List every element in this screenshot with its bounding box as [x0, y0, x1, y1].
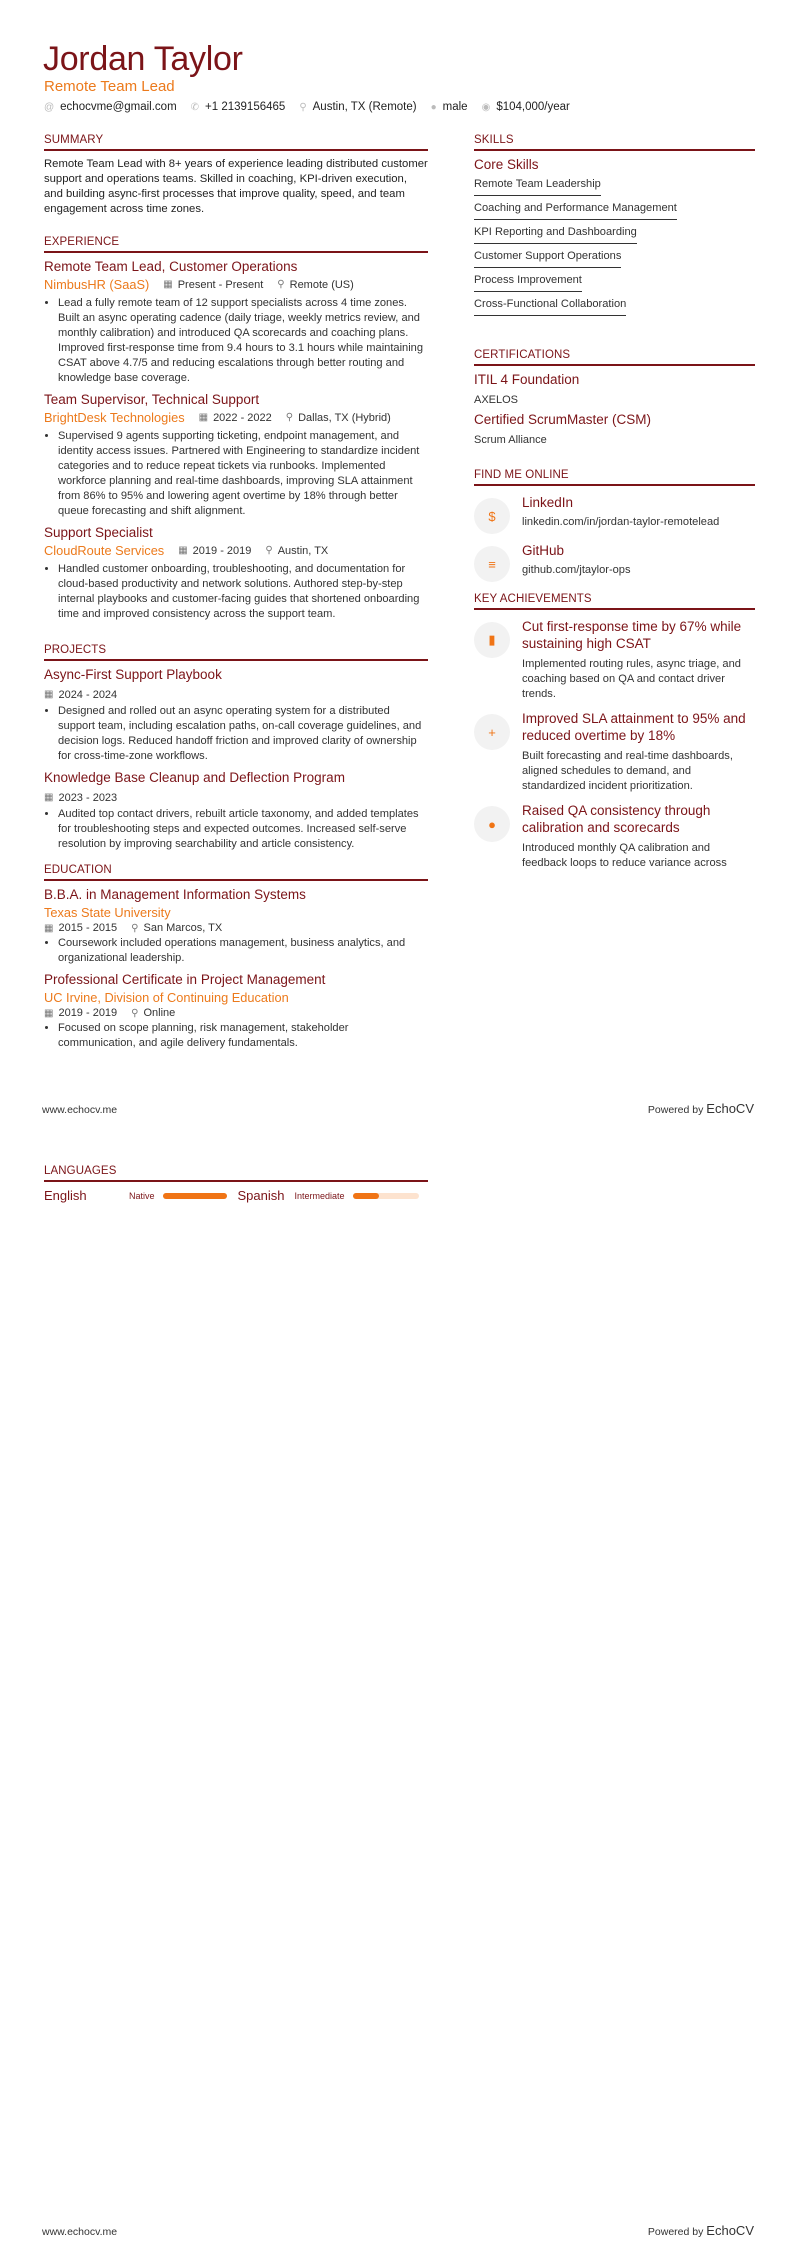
- profile-name: LinkedIn: [522, 495, 574, 510]
- calendar-icon: ▦: [163, 279, 173, 290]
- certification-name: ITIL 4 Foundation: [474, 372, 580, 387]
- achievement-desc: Built forecasting and real-time dashboards, aligned schedules to demand, and standardized incident prioritization.: [522, 750, 733, 792]
- meta-item: [178, 542, 251, 560]
- skill-group-title: Core Skills: [474, 157, 539, 172]
- language-name: English: [44, 1188, 87, 1203]
- education-meta: [44, 922, 428, 934]
- online-profile[interactable]: [474, 494, 755, 534]
- calendar-icon: ▦: [44, 689, 54, 700]
- bullet-item: • Designed and rolled out an async operating system for a distributed support team, including escalation paths, on-call coverage guidelines, and decision logs. Reduced handoff friction and improved clarity of ownership for cross-time-zone workflows.: [58, 704, 428, 764]
- certification-name: Certified ScrumMaster (CSM): [474, 412, 652, 427]
- file-plus-icon: +: [474, 714, 510, 750]
- online-text: [522, 542, 631, 582]
- meta-item: [277, 276, 354, 294]
- achievement-item: [474, 710, 755, 794]
- footer-brand: EchoCV: [706, 1101, 754, 1116]
- project-title: Knowledge Base Cleanup and Deflection Program: [44, 770, 345, 785]
- bullet-list: [44, 429, 428, 519]
- money-icon: ◉: [481, 101, 491, 113]
- meta-text: Austin, TX: [277, 545, 329, 557]
- candidate-title: Remote Team Lead: [44, 78, 175, 95]
- certification-issuer: AXELOS: [474, 394, 519, 406]
- calendar-icon: ▦: [44, 1007, 54, 1019]
- meta-text: 2022 - 2022: [213, 412, 272, 424]
- language-proficiency-fill: [353, 1193, 379, 1199]
- at-icon: @: [44, 101, 55, 113]
- achievement-item: [474, 618, 755, 702]
- skill-item: Cross-Functional Collaboration: [474, 292, 626, 316]
- online-profile[interactable]: [474, 542, 755, 582]
- bullet-item: • Handled customer onboarding, troubleshooting, and documentation for cloud-based productivity and network solutions. Authored step-by-step internal playbooks and customer-facing guides that shortened onboarding time and improved consistency across the support team.: [58, 562, 428, 622]
- meta-item: [163, 276, 263, 294]
- online-section: [474, 469, 755, 582]
- location-icon: ⚲: [131, 1007, 139, 1019]
- profile-url[interactable]: linkedin.com/in/jordan-taylor-remotelead: [522, 516, 720, 528]
- language-proficiency-bar: [353, 1193, 419, 1199]
- location-icon: ⚲: [265, 545, 273, 556]
- calendar-icon: ▦: [178, 545, 188, 556]
- section-heading: LANGUAGES: [44, 1165, 428, 1182]
- meta-text: Present - Present: [177, 279, 264, 291]
- project-title: Async-First Support Playbook: [44, 667, 222, 682]
- bullet-list: [44, 704, 428, 764]
- calendar-icon: ▦: [198, 412, 209, 423]
- achievements-section: [474, 593, 755, 869]
- achievement-title: Raised QA consistency through calibration and scorecards: [522, 803, 711, 835]
- language-level: Native: [129, 1190, 155, 1201]
- location-icon: ⚲: [285, 412, 294, 423]
- meta-item: [131, 922, 222, 934]
- meta-text: 2019 - 2019: [192, 545, 252, 557]
- meta-item: [44, 922, 117, 934]
- skill-item: Coaching and Performance Management: [474, 196, 677, 220]
- meta-item: [131, 1007, 175, 1019]
- meta-text: Dallas, TX (Hybrid): [298, 412, 391, 424]
- project-item: [44, 769, 428, 852]
- calendar-icon: ▦: [44, 922, 54, 934]
- bullet-list: [44, 562, 428, 622]
- footer-powered: Powered by EchoCV: [647, 1101, 754, 1116]
- language-level: Intermediate: [294, 1190, 345, 1201]
- section-heading: EXPERIENCE: [44, 236, 428, 253]
- section-heading: FIND ME ONLINE: [474, 469, 755, 486]
- company-name: NimbusHR (SaaS): [44, 277, 150, 292]
- job-title: Support Specialist: [44, 525, 153, 540]
- job-title: Remote Team Lead, Customer Operations: [44, 259, 298, 274]
- experience-item: [44, 258, 428, 386]
- certifications-section: [474, 349, 755, 446]
- project-meta: [44, 787, 428, 805]
- chat-icon: ●: [474, 806, 510, 842]
- phone-icon: ✆: [190, 101, 200, 113]
- section-heading: SKILLS: [474, 134, 755, 151]
- bullet-item: • Focused on scope planning, risk management, stakeholder communication, and agile delivery fundamentals.: [58, 1021, 428, 1051]
- section-heading: KEY ACHIEVEMENTS: [474, 593, 755, 610]
- bullet-item: • Supervised 9 agents supporting ticketing, endpoint management, and identity access issues. Partnered with Engineering to standardize incident categories and to reduce repeat tickets via runbooks. Implemented workforce planning and real-time dashboards, improving SLA attainment from 86% to 95% and lowering agent overtime by 18% through better queue forecasting and shift alignment.: [58, 429, 428, 519]
- job-subline: [44, 276, 428, 294]
- certification-issuer: Scrum Alliance: [474, 434, 547, 446]
- skill-item: KPI Reporting and Dashboarding: [474, 220, 637, 244]
- language-proficiency-bar: [163, 1193, 227, 1199]
- job-subline: [44, 542, 428, 560]
- meta-text: Online: [143, 1007, 176, 1019]
- experience-section: [44, 236, 428, 622]
- education-section: [44, 864, 428, 1051]
- meta-text: 2023 - 2023: [58, 791, 118, 804]
- skill-item: Process Improvement: [474, 268, 582, 292]
- degree: Professional Certificate in Project Management: [44, 972, 326, 987]
- footer-site-link[interactable]: www.echocv.me: [42, 1104, 118, 1116]
- degree: B.B.A. in Management Information Systems: [44, 887, 306, 902]
- achievement-text: [522, 710, 755, 794]
- achievement-text: [522, 618, 755, 702]
- meta-item: [286, 409, 391, 427]
- contact-salary: ◉ $104,000/year: [481, 101, 570, 113]
- education-item: [44, 971, 428, 1051]
- contact-phone[interactable]: ✆ +1 2139156465: [190, 101, 286, 113]
- achievement-title: Improved SLA attainment to 95% and reduced overtime by 18%: [522, 711, 746, 743]
- achievement-desc: Implemented routing rules, async triage, and coaching based on QA and contact driver trends.: [522, 658, 741, 700]
- skill-item: Customer Support Operations: [474, 244, 621, 268]
- bullet-item: • Lead a fully remote team of 12 support specialists across 4 time zones. Built an async operating cadence (daily triage, weekly metrics review, and monthly calibration) and introduced QA scorecards and coaching plans. Improved first-response time from 9.4 hours to 3.1 hours while maintaining CSAT above 4.7/5 and reducing escalations through better routing and knowledge base coverage.: [58, 296, 428, 386]
- meta-text: Remote (US): [289, 279, 354, 291]
- education-item: [44, 886, 428, 966]
- section-heading: PROJECTS: [44, 644, 428, 661]
- location-icon: ⚲: [299, 101, 307, 113]
- projects-section: [44, 644, 428, 852]
- achievement-desc: Introduced monthly QA calibration and feedback loops to reduce variance across: [522, 842, 727, 869]
- skills-section: [474, 134, 755, 316]
- language-name: Spanish: [237, 1188, 285, 1203]
- summary-section: [44, 134, 428, 217]
- online-text: [522, 494, 719, 534]
- footer-powered: Powered by EchoCV: [647, 2223, 754, 2238]
- meta-text: 2015 - 2015: [58, 922, 118, 934]
- contact-email[interactable]: @ echocvme@gmail.com: [44, 101, 177, 113]
- experience-item: [44, 391, 428, 519]
- company-name: BrightDesk Technologies: [44, 410, 185, 425]
- cake-icon: ≡: [474, 546, 510, 582]
- footer-brand: EchoCV: [706, 2223, 754, 2238]
- person-icon: ●: [430, 101, 437, 113]
- languages-section: [44, 1165, 428, 1203]
- summary-text: Remote Team Lead with 8+ years of experience leading distributed customer support and operations teams. Skilled in coaching, KPI-driven execution, and building async-first processes that improve quality, speed, and team engagement across time zones.: [44, 158, 428, 215]
- meta-item: [44, 1007, 117, 1019]
- location-icon: ⚲: [131, 922, 139, 934]
- meta-text: 2024 - 2024: [58, 688, 118, 701]
- company-name: CloudRoute Services: [44, 543, 165, 558]
- file-dollar-icon: $: [474, 498, 510, 534]
- job-subline: [44, 409, 428, 427]
- bullet-list: [44, 807, 428, 852]
- candidate-name: Jordan Taylor: [43, 40, 243, 78]
- section-heading: EDUCATION: [44, 864, 428, 881]
- section-heading: CERTIFICATIONS: [474, 349, 755, 366]
- school-name: Texas State University: [44, 905, 171, 920]
- achievement-item: [474, 802, 755, 871]
- meta-text: 2019 - 2019: [58, 1007, 118, 1019]
- school-name: UC Irvine, Division of Continuing Education: [44, 990, 289, 1005]
- meta-item: [199, 409, 272, 427]
- location-icon: ⚲: [277, 279, 285, 290]
- meta-item: [265, 542, 328, 560]
- bullet-list: [44, 296, 428, 386]
- education-meta: [44, 1007, 428, 1019]
- meta-item: [44, 792, 117, 804]
- bullet-item: • Audited top contact drivers, rebuilt article taxonomy, and added templates for troubleshooting steps and expected outcomes. Increased self-serve resolution by improving searchability and article consistency.: [58, 807, 428, 852]
- project-item: [44, 666, 428, 764]
- meta-item: [44, 689, 117, 701]
- contact-gender: ● male: [430, 101, 468, 113]
- meta-text: San Marcos, TX: [143, 922, 223, 934]
- bullet-list: [44, 936, 428, 966]
- contact-bar: [44, 101, 570, 113]
- calendar-icon: ▦: [44, 792, 54, 803]
- bullet-list: [44, 1021, 428, 1051]
- profile-name: GitHub: [522, 543, 565, 558]
- bullet-item: • Coursework included operations management, business analytics, and organizational leadership.: [58, 936, 428, 966]
- language-proficiency-fill: [163, 1193, 227, 1199]
- achievement-title: Cut first-response time by 67% while sustaining high CSAT: [522, 619, 742, 651]
- section-heading: SUMMARY: [44, 134, 428, 151]
- achievement-text: [522, 802, 755, 871]
- job-title: Team Supervisor, Technical Support: [44, 392, 260, 407]
- experience-item: [44, 524, 428, 622]
- contact-location: ⚲ Austin, TX (Remote): [299, 101, 417, 113]
- skill-item: Remote Team Leadership: [474, 172, 601, 196]
- project-meta: [44, 684, 428, 702]
- profile-url[interactable]: github.com/jtaylor-ops: [522, 564, 631, 576]
- footer-site-link[interactable]: www.echocv.me: [42, 2226, 118, 2238]
- clipboard-icon: ▮: [474, 622, 510, 658]
